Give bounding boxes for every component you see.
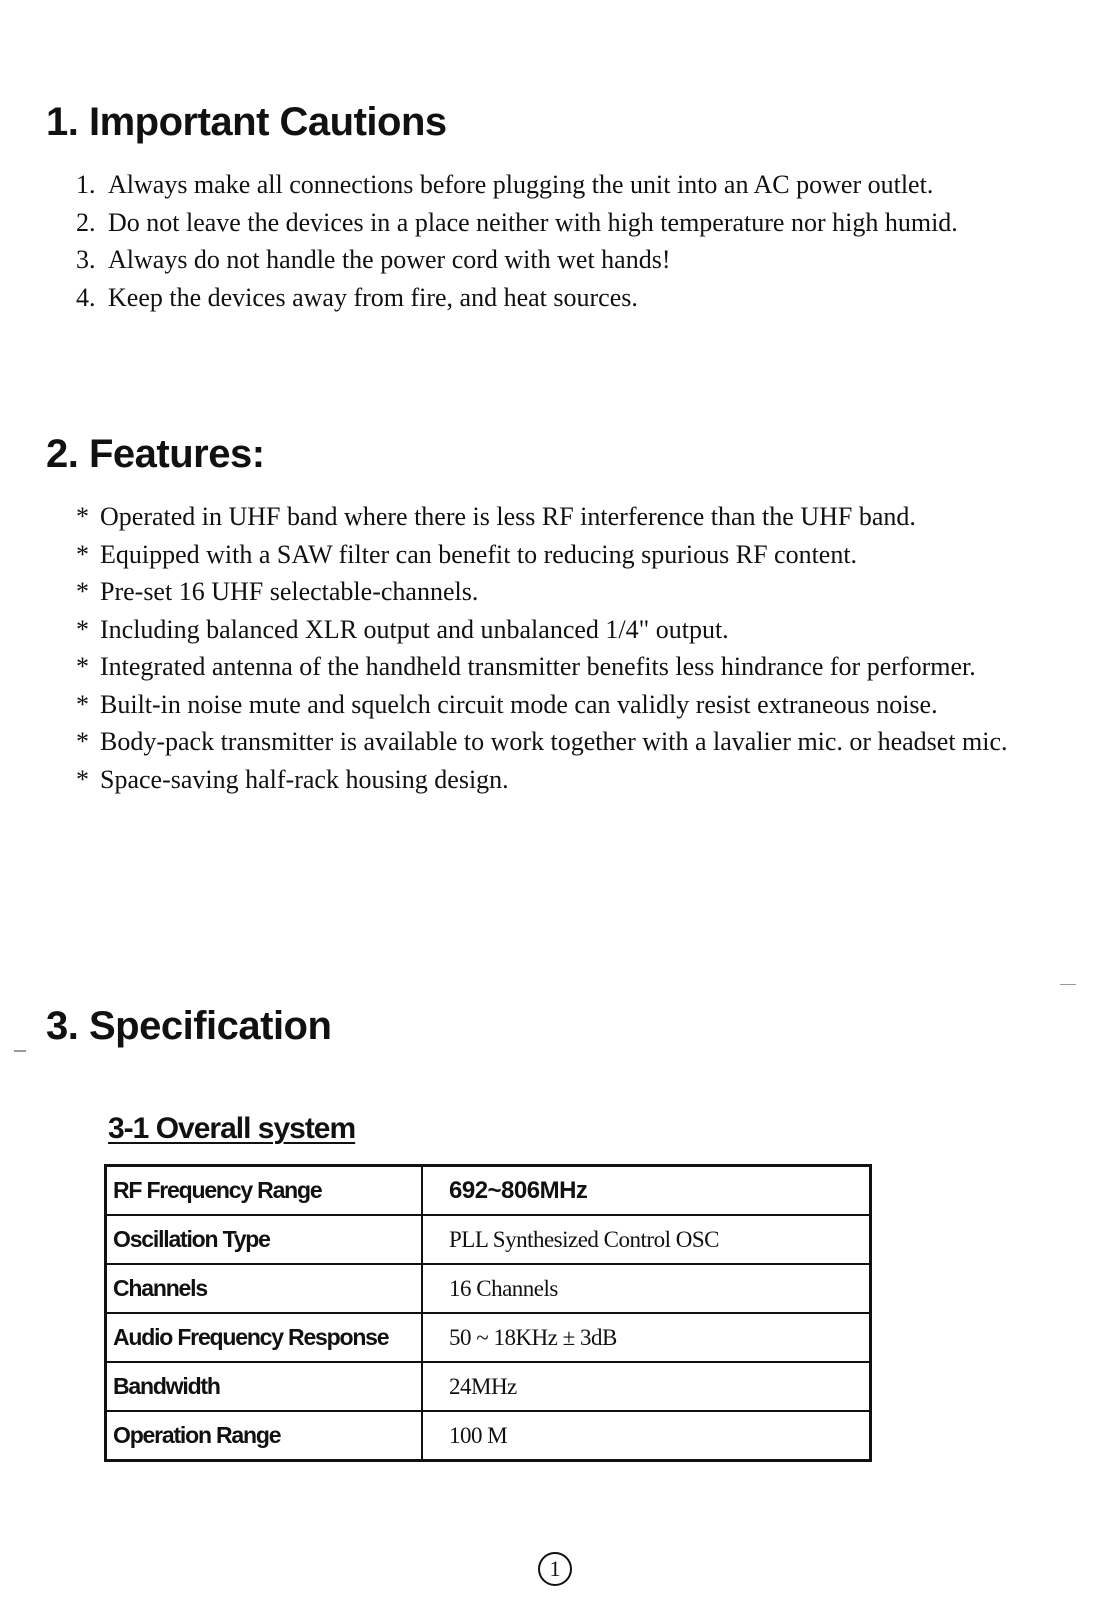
page-number-badge (538, 1552, 572, 1586)
bullet-icon: * (76, 614, 89, 644)
table-row (106, 1313, 871, 1362)
caution-text: Do not leave the devices in a place neither with high temperature nor high humid. (108, 207, 958, 237)
feature-item (76, 573, 1026, 611)
caution-item (76, 241, 1026, 279)
feature-item (76, 723, 1026, 761)
caution-item (76, 279, 1026, 317)
spec-value: 24MHz (422, 1362, 871, 1411)
bullet-icon: * (76, 689, 89, 719)
spec-table (104, 1164, 872, 1462)
spec-key: Audio Frequency Response (106, 1313, 423, 1362)
spec-value: 16 Channels (422, 1264, 871, 1313)
feature-text: Body-pack transmitter is available to work together with a lavalier mic. or headset mic. (100, 727, 1008, 756)
table-row (106, 1264, 871, 1313)
table-row (106, 1362, 871, 1411)
bullet-icon: * (76, 539, 89, 569)
bullet-icon: * (76, 727, 89, 756)
caution-number: 4. (76, 282, 96, 312)
feature-item (76, 498, 1026, 536)
caution-item (76, 204, 1026, 242)
scan-artifact (1060, 984, 1076, 985)
specification-heading: 3. Specification (46, 1004, 332, 1048)
caution-text: Always make all connections before plugging the unit into an AC power outlet. (108, 170, 934, 199)
spec-value: PLL Synthesized Control OSC (422, 1215, 871, 1264)
spec-key: Oscillation Type (106, 1215, 423, 1264)
feature-item (76, 686, 1026, 724)
feature-text: Integrated antenna of the handheld transmitter benefits less hindrance for performer. (100, 652, 976, 681)
spec-value: 100 M (422, 1411, 871, 1461)
feature-item (76, 761, 1026, 799)
feature-text: Pre-set 16 UHF selectable-channels. (100, 577, 479, 606)
table-row (106, 1166, 871, 1216)
cautions-list (76, 166, 1026, 316)
caution-item (76, 166, 1026, 204)
feature-item (76, 611, 1026, 649)
table-row (106, 1215, 871, 1264)
feature-text: Including balanced XLR output and unbalanced 1/4" output. (100, 614, 729, 644)
spec-key: Bandwidth (106, 1362, 423, 1411)
spec-value: 50 ~ 18KHz ± 3dB (422, 1313, 871, 1362)
caution-text: Always do not handle the power cord with wet hands! (108, 245, 671, 274)
feature-text: Equipped with a SAW filter can benefit to reducing spurious RF content. (100, 539, 858, 569)
features-heading: 2. Features: (46, 432, 265, 476)
features-list (76, 498, 1026, 798)
spec-key: Operation Range (106, 1411, 423, 1461)
caution-text: Keep the devices away from fire, and heat sources. (108, 282, 638, 312)
bullet-icon: * (76, 652, 89, 681)
feature-item (76, 648, 1026, 686)
spec-key: RF Frequency Range (106, 1166, 423, 1216)
overall-system-subheading: 3-1 Overall system (108, 1112, 356, 1145)
cautions-heading: 1. Important Cautions (46, 100, 447, 144)
spec-key: Channels (106, 1264, 423, 1313)
caution-number: 1. (76, 170, 96, 199)
bullet-icon: * (76, 577, 89, 606)
page-number: 1 (549, 1556, 561, 1581)
table-row (106, 1411, 871, 1461)
feature-text: Operated in UHF band where there is less RF interference than the UHF band. (100, 502, 916, 531)
bullet-icon: * (76, 502, 89, 531)
feature-text: Space-saving half-rack housing design. (100, 764, 509, 794)
feature-text: Built-in noise mute and squelch circuit mode can validly resist extraneous noise. (100, 689, 938, 719)
spec-value: 692~806MHz (422, 1166, 871, 1216)
caution-number: 2. (76, 207, 96, 237)
feature-item (76, 536, 1026, 574)
scan-artifact (14, 1050, 26, 1052)
bullet-icon: * (76, 764, 89, 794)
caution-number: 3. (76, 245, 96, 274)
